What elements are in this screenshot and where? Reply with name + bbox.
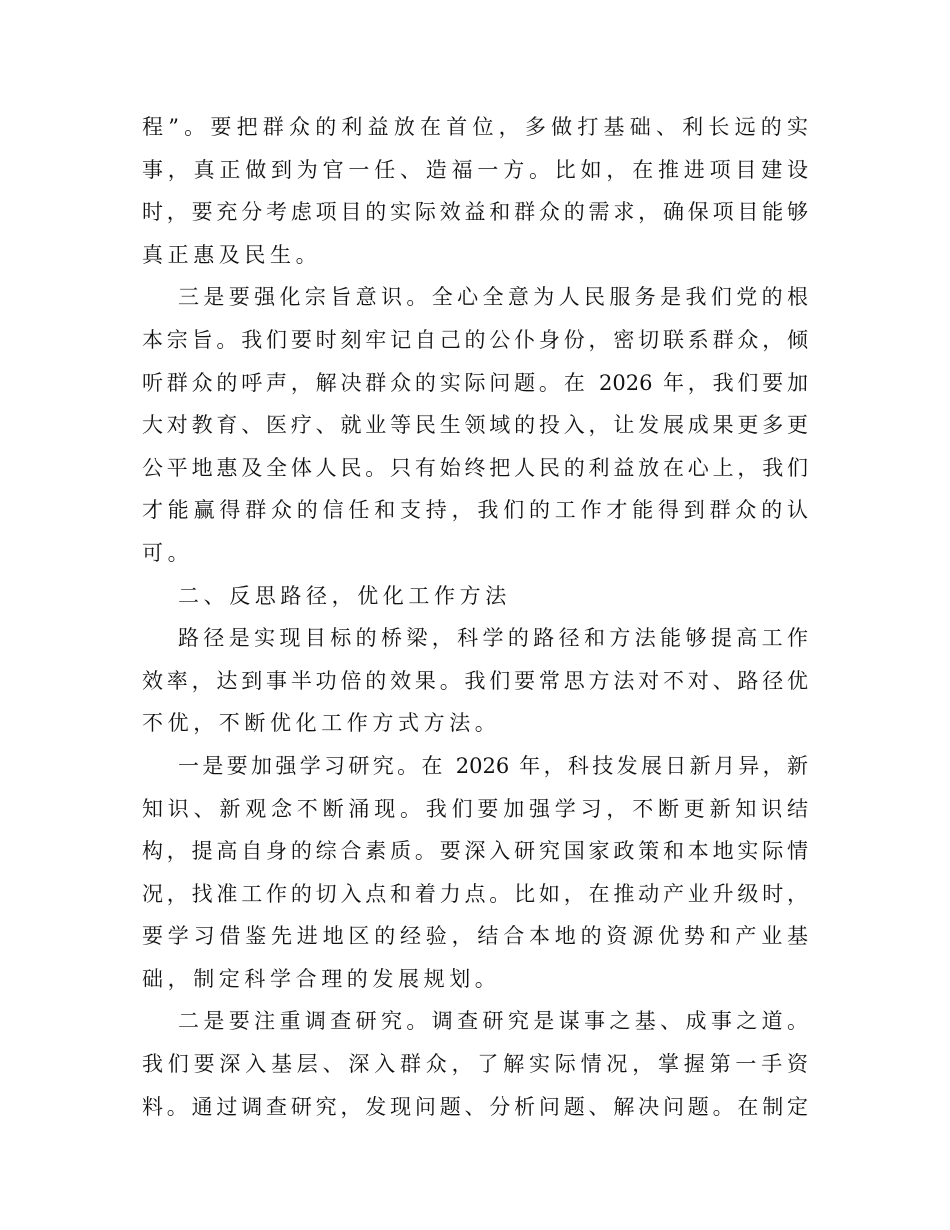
paragraph-purpose-awareness [142,276,808,574]
text-line: 一是要加强学习研究。在 2026 年，科技发展日新月异，新 [178,753,808,778]
text-line: 程”。要把群众的利益放在首位，多做打基础、利长远的实 [142,115,808,139]
text-line: 我们要深入基层、深入群众，了解实际情况，掌握第一手资 [142,1052,808,1077]
text-line: 料。通过调查研究，发现问题、分析问题、解决问题。在制定 [142,1094,808,1119]
document-page [142,106,808,1128]
text-line: 大对教育、医疗、就业等民生领域的投入，让发展成果更多更 [142,413,808,438]
text-line: 础，制定科学合理的发展规划。 [142,966,501,991]
paragraph-continued [142,106,808,276]
text-line: 效率，达到事半功倍的效果。我们要常思方法对不对、路径优 [142,668,808,693]
text-line: 要学习借鉴先进地区的经验，结合本地的资源优势和产业基 [142,924,808,949]
text-line: 本宗旨。我们要时刻牢记自己的公仆身份，密切联系群众，倾 [142,327,808,352]
text-line: 真正惠及民生。 [142,242,322,267]
text-line: 听群众的呼声，解决群众的实际问题。在 2026 年，我们要加 [142,370,808,395]
text-line: 知识、新观念不断涌现。我们要加强学习，不断更新知识结 [142,796,808,821]
text-line: 况，找准工作的切入点和着力点。比如，在推动产业升级时， [142,881,808,906]
text-line: 可。 [142,540,194,565]
text-line: 事，真正做到为官一任、造福一方。比如，在推进项目建设 [142,157,808,182]
paragraph-path-intro [142,617,808,745]
text-line: 公平地惠及全体人民。只有始终把人民的利益放在心上，我们 [142,455,808,480]
heading-text: 二、反思路径，优化工作方法 [178,583,511,608]
section-heading [142,575,808,618]
text-line: 不优，不断优化工作方式方法。 [142,711,501,736]
text-line: 三是要强化宗旨意识。全心全意为人民服务是我们党的根 [178,285,808,310]
text-line: 时，要充分考虑项目的实际效益和群众的需求，确保项目能够 [142,200,808,225]
text-line: 二是要注重调查研究。调查研究是谋事之基、成事之道。 [178,1009,808,1034]
paragraph-investigation-research [142,1000,808,1128]
text-line: 路径是实现目标的桥梁，科学的路径和方法能够提高工作 [178,626,808,651]
paragraph-learning-research [142,745,808,1001]
text-line: 构，提高自身的综合素质。要深入研究国家政策和本地实际情 [142,839,808,864]
text-line: 才能赢得群众的信任和支持，我们的工作才能得到群众的认 [142,498,808,523]
